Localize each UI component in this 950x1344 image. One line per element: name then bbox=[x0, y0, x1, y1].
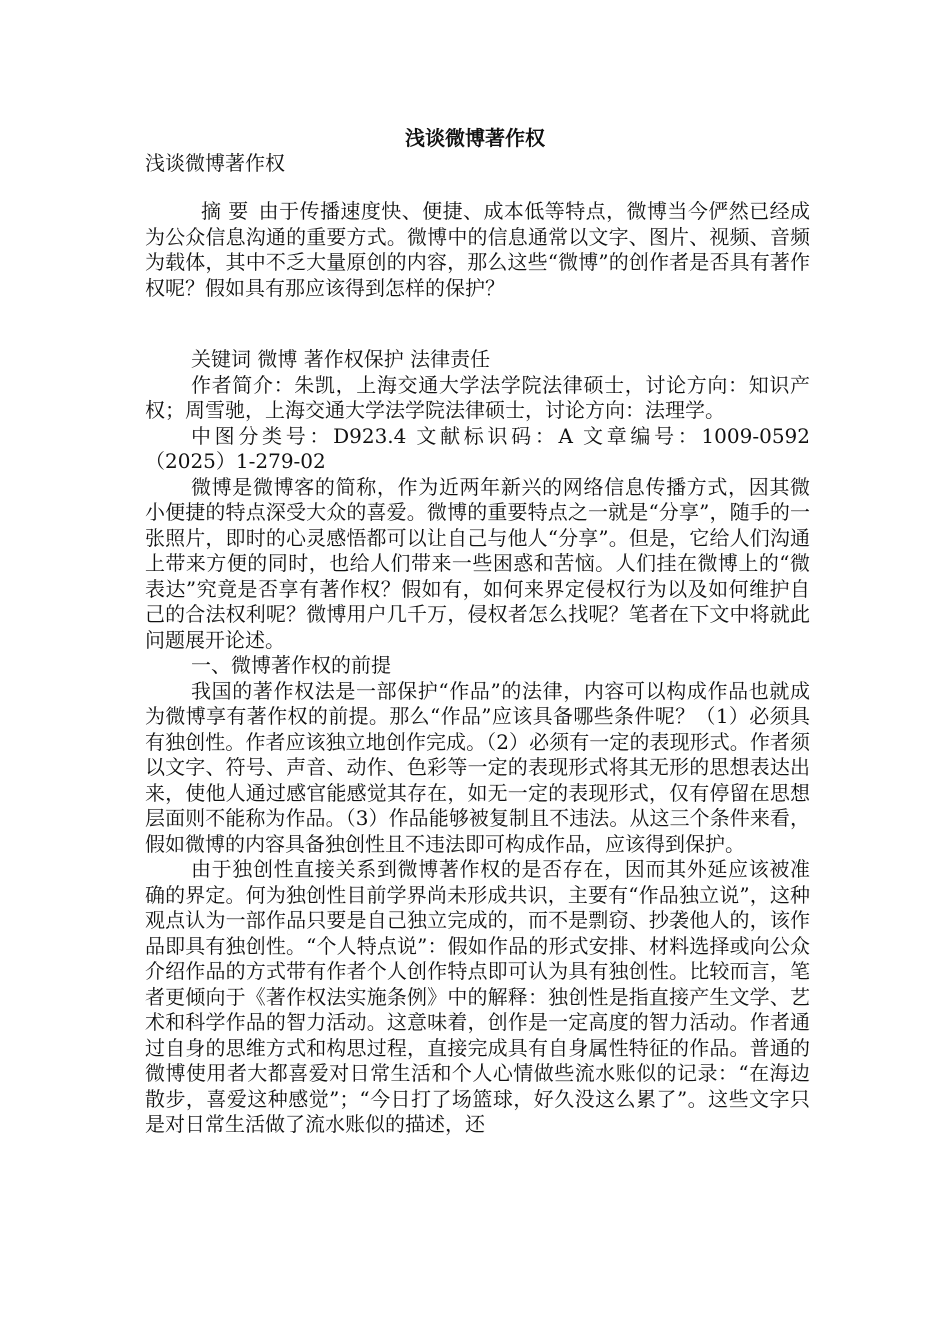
paragraph-intro: 微博是微博客的简称，作为近两年新兴的网络信息传播方式，因其微小便捷的特点深受大众的喜爱。微博的重要特点之一就是“分享”，随手的一张照片，即时的心灵感悟都可以让自己与他人“分享”。但是，它给人们沟通上带来方便的同时，也给人们带来一些困惑和苦恼。人们挂在微博上的“微表达”究竟是否享有著作权？假如有，如何来界定侵权行为以及如何维护自己的合法权利呢？微博用户几千万，侵权者怎么找呢？笔者在下文中将就此问题展开论述。 bbox=[145, 474, 810, 652]
author-info: 作者简介：朱凯，上海交通大学法学院法律硕士，讨论方向：知识产权；周雪驰，上海交通大学法学院法律硕士，讨论方向：法理学。 bbox=[145, 372, 810, 422]
article-body bbox=[145, 347, 810, 1138]
abstract-label: 摘 要 bbox=[201, 199, 249, 223]
abstract-text: 由于传播速度快、便捷、成本低等特点，微博当今俨然已经成为公众信息沟通的重要方式。微博中的信息通常以文字、图片、视频、音频为载体，其中不乏大量原创的内容，那么这些“微博”的创作者是否具有著作权呢？假如具有那应该得到怎样的保护？ bbox=[145, 199, 811, 300]
paragraph-work-requirements: 我国的著作权法是一部保护“作品”的法律，内容可以构成作品也就成为微博享有著作权的前提。那么“作品”应该具备哪些条件呢？（1）必须具有独创性。作者应该独立地创作完成。（2）必须有一定的表现形式。作者须以文字、符号、声音、动作、色彩等一定的表现形式将其无形的思想表达出来，使他人通过感官能感觉其存在，如无一定的表现形式，仅有停留在思想层面则不能称为作品。（3）作品能够被复制且不违法。从这三个条件来看，假如微博的内容具备独创性且不违法即可构成作品，应该得到保护。 bbox=[145, 678, 810, 856]
abstract bbox=[145, 199, 810, 301]
document-subtitle: 浅谈微博著作权 bbox=[145, 151, 285, 175]
keywords: 关键词 微博 著作权保护 法律责任 bbox=[191, 347, 491, 371]
paragraph-originality: 由于独创性直接关系到微博著作权的是否存在，因而其外延应该被准确的界定。何为独创性目前学界尚未形成共识，主要有“作品独立说”，这种观点认为一部作品只要是自己独立完成的，而不是剽窃、抄袭他人的，该作品即具有独创性。“个人特点说”：假如作品的形式安排、材料选择或向公众介绍作品的方式带有作者个人创作特点即可认为具有独创性。比较而言，笔者更倾向于《著作权法实施条例》中的解释：独创性是指直接产生文学、艺术和科学作品的智力活动。这意味着，创作是一定高度的智力活动。作者通过自身的思维方式和构思过程，直接完成具有自身属性特征的作品。普通的微博使用者大都喜爱对日常生活和个人心情做些流水账似的记录：“在海边散步，喜爱这种感觉”；“今日打了场篮球，好久没这么累了”。这些文字只是对日常生活做了流水账似的描述，还 bbox=[145, 857, 810, 1136]
section-heading: 一、微博著作权的前提 bbox=[191, 653, 391, 677]
document-title: 浅谈微博著作权 bbox=[405, 126, 545, 150]
classification-info: 中图分类号：D923.4 文献标识码：A 文章编号：1009-0592（2025）1-279-02 bbox=[145, 423, 810, 473]
